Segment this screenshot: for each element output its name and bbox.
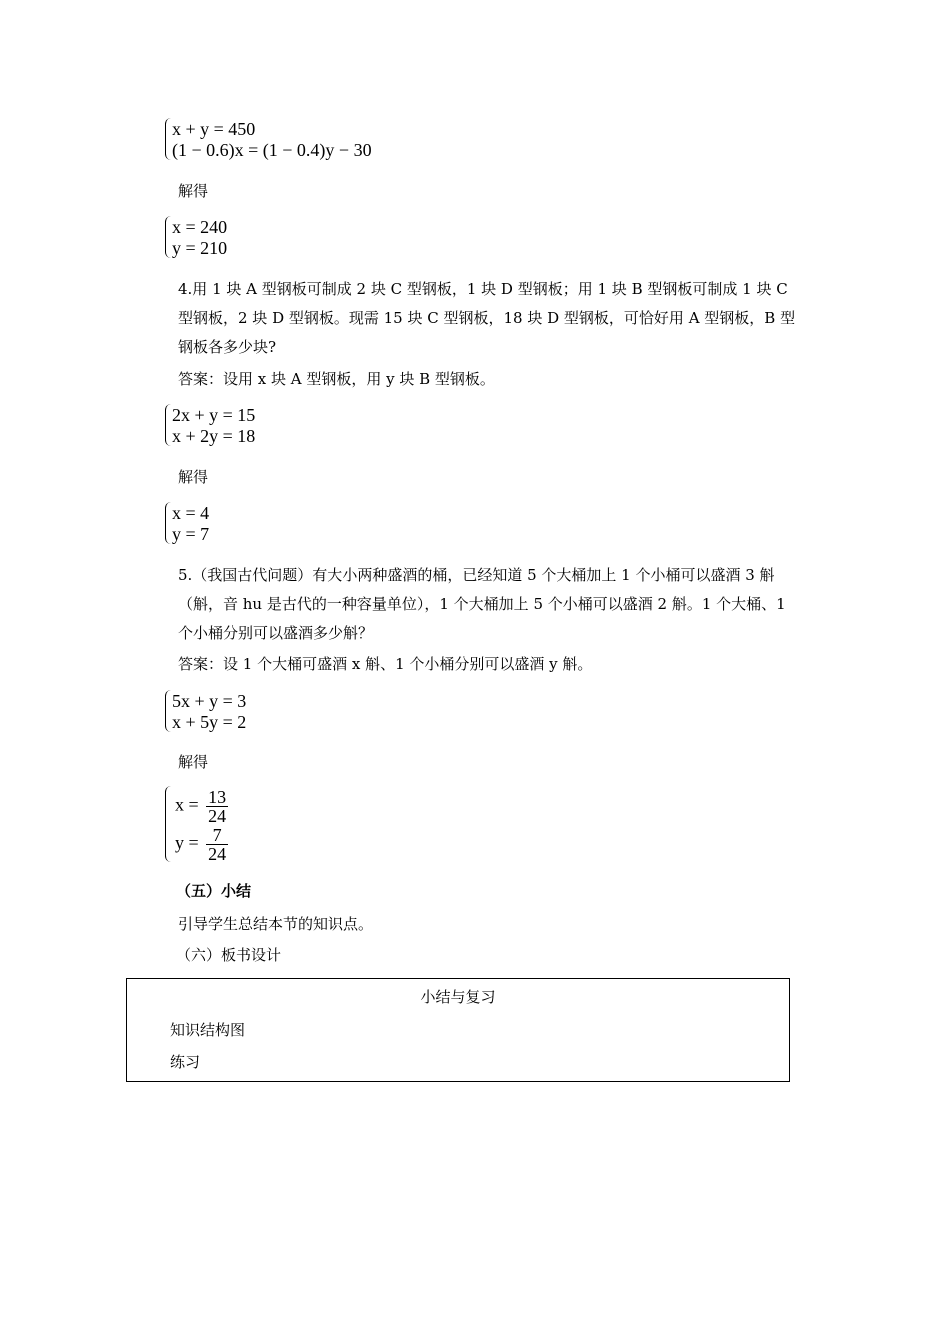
brace — [165, 216, 172, 258]
equation: 5x + y = 3 — [172, 691, 247, 711]
denominator: 24 — [208, 844, 227, 864]
section-heading: （六）板书设计 — [176, 946, 282, 964]
board-title: 小结与复习 — [420, 988, 496, 1006]
brace — [165, 502, 172, 544]
numerator: 13 — [208, 787, 227, 807]
fraction — [206, 826, 228, 863]
question: 5.（我国古代问题）有大小两种盛酒的桶，已经知道 5 个大桶加上 1 个小桶可以盛酒 3 斛（斛，音 hu 是古代的一种容量单位），1 个大桶加上 5 个小桶可以盛酒 2 斛。1 个大桶、1 个小桶分别可以盛酒多少斛？ — [178, 566, 786, 642]
brace — [165, 786, 172, 862]
numerator: 7 — [206, 826, 228, 845]
solve-label: 解得 — [178, 468, 209, 486]
fraction-equation — [175, 826, 228, 863]
equation: x + y = 450 — [172, 119, 256, 139]
equation: x + 5y = 2 — [172, 712, 247, 732]
problem-text — [145, 275, 805, 362]
fraction-equation — [175, 788, 228, 825]
summary-text: 引导学生总结本节的知识点。 — [178, 915, 374, 933]
equation: x + 2y = 18 — [172, 426, 256, 446]
equation: x = 240 — [172, 217, 228, 237]
equation: (1 − 0.6)x = (1 − 0.4)y − 30 — [172, 140, 372, 160]
answer-text: 答案：设 1 个大桶可盛酒 x 斛、1 个小桶分别可以盛酒 y 斛。 — [178, 655, 593, 673]
answer-text: 答案：设用 x 块 A 型钢板，用 y 块 B 型钢板。 — [178, 370, 495, 388]
equation: y = 210 — [172, 238, 228, 258]
solve-label: 解得 — [178, 182, 209, 200]
denominator: 24 — [208, 806, 227, 826]
board-item: 知识结构图 — [170, 1021, 246, 1039]
solve-label: 解得 — [178, 753, 209, 771]
equation: 2x + y = 15 — [172, 405, 256, 425]
brace — [165, 690, 172, 732]
section-heading: （五）小结 — [176, 882, 252, 900]
equation-label: x = — [175, 794, 199, 815]
problem-text — [145, 561, 805, 648]
board-design-box — [126, 978, 790, 1082]
equation: x = 4 — [172, 503, 210, 523]
brace — [165, 118, 172, 160]
board-item: 练习 — [170, 1053, 201, 1071]
fraction — [206, 788, 228, 825]
equation: y = 7 — [172, 524, 210, 544]
brace — [165, 404, 172, 446]
equation-label: y = — [175, 832, 199, 853]
question: 4.用 1 块 A 型钢板可制成 2 块 C 型钢板，1 块 D 型钢板；用 1 块 B 型钢板可制成 1 块 C 型钢板，2 块 D 型钢板。现需 15 块 C 型钢板，18 块 D 型钢板，可恰好用 A 型钢板，B 型钢板各多少块? — [178, 280, 796, 356]
